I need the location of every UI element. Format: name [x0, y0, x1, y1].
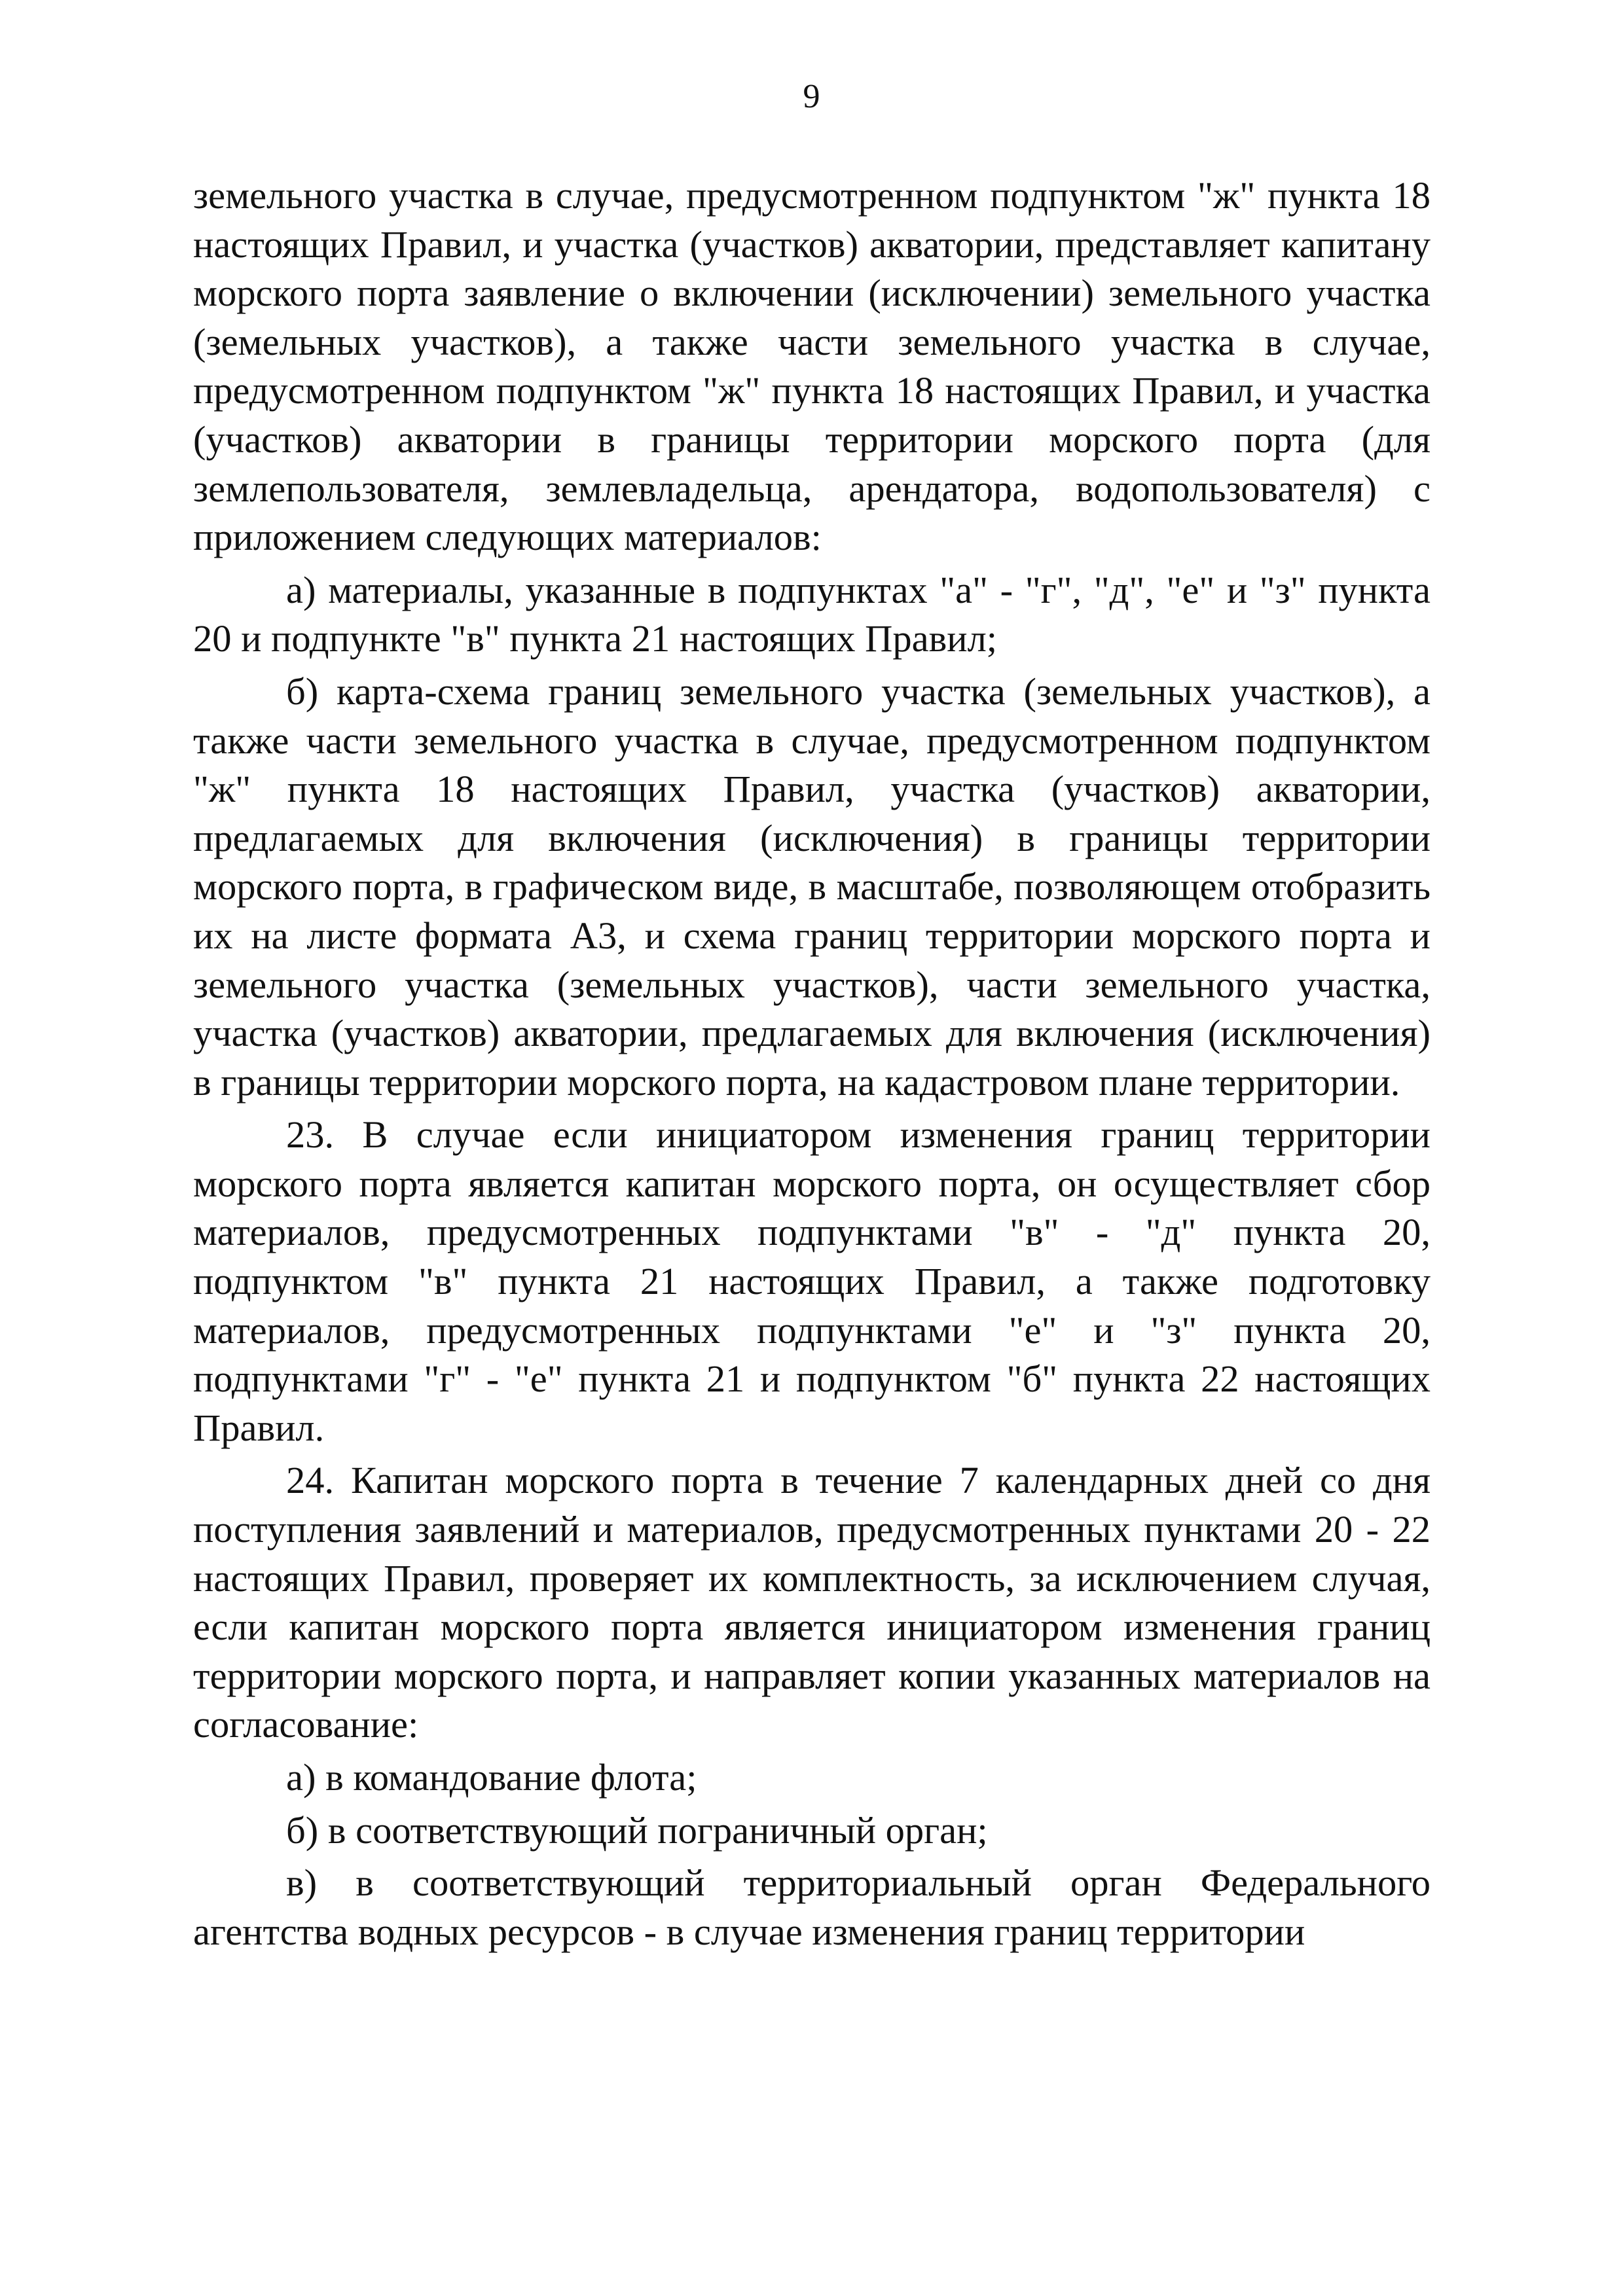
- paragraph-item-v-water-agency: в) в соответствующий территориальный орган Федерального агентства водных ресурсов - в случае изменения границ территории: [193, 1861, 1431, 1953]
- paragraph-clause-24: 24. Капитан морского порта в течение 7 календарных дней со дня поступления заявлений и материалов, предусмотренных пунктами 20 - 22 настоящих Правил, проверяет их комплектность, за исключением случая, если капитан морского порта является инициатором изменения границ территории морского порта, и направляет копии указанных материалов на согласование:: [193, 1459, 1431, 1746]
- paragraph-continuation: земельного участка в случае, предусмотренном подпунктом "ж" пункта 18 настоящих Правил, и участка (участков) акватории, представляет капитану морского порта заявление о включении (исключении) земельного участка (земельных участков), а также части земельного участка в случае, предусмотренном подпунктом "ж" пункта 18 настоящих Правил, и участка (участков) акватории в границы территории морского порта (для землепользователя, землевладельца, арендатора, водопользователя) с приложением следующих материалов:: [193, 174, 1431, 559]
- page-number: 9: [803, 78, 820, 115]
- paragraph-item-a-materials: а) материалы, указанные в подпунктах "а" - "г", "д", "е" и "з" пункта 20 и подпункте "в" пункта 21 настоящих Правил;: [193, 568, 1431, 660]
- paragraph-clause-23: 23. В случае если инициатором изменения границ территории морского порта является капитан морского порта, он осуществляет сбор материалов, предусмотренных подпунктами "в" - "д" пункта 20, подпунктом "в" пункта 21 настоящих Правил, а также подготовку материалов, предусмотренных подпунктами "е" и "з" пункта 20, подпунктами "г" - "е" пункта 21 и подпунктом "б" пункта 22 настоящих Правил.: [193, 1113, 1431, 1449]
- paragraph-item-b-map-scheme: б) карта-схема границ земельного участка (земельных участков), а также части земельного участка в случае, предусмотренном подпунктом "ж" пункта 18 настоящих Правил, участка (участков) акватории, предлагаемых для включения (исключения) в границы территории морского порта, в графическом виде, в масштабе, позволяющем отобразить их на листе формата А3, и схема границ территории морского порта и земельного участка (земельных участков), части земельного участка, участка (участков) акватории, предлагаемых для включения (исключения) в границы территории морского порта, на кадастровом плане территории.: [193, 670, 1431, 1103]
- paragraph-item-b-border: б) в соответствующий пограничный орган;: [286, 1808, 988, 1852]
- paragraph-item-a-fleet: а) в командование флота;: [286, 1756, 697, 1799]
- document-body: [193, 171, 1431, 1956]
